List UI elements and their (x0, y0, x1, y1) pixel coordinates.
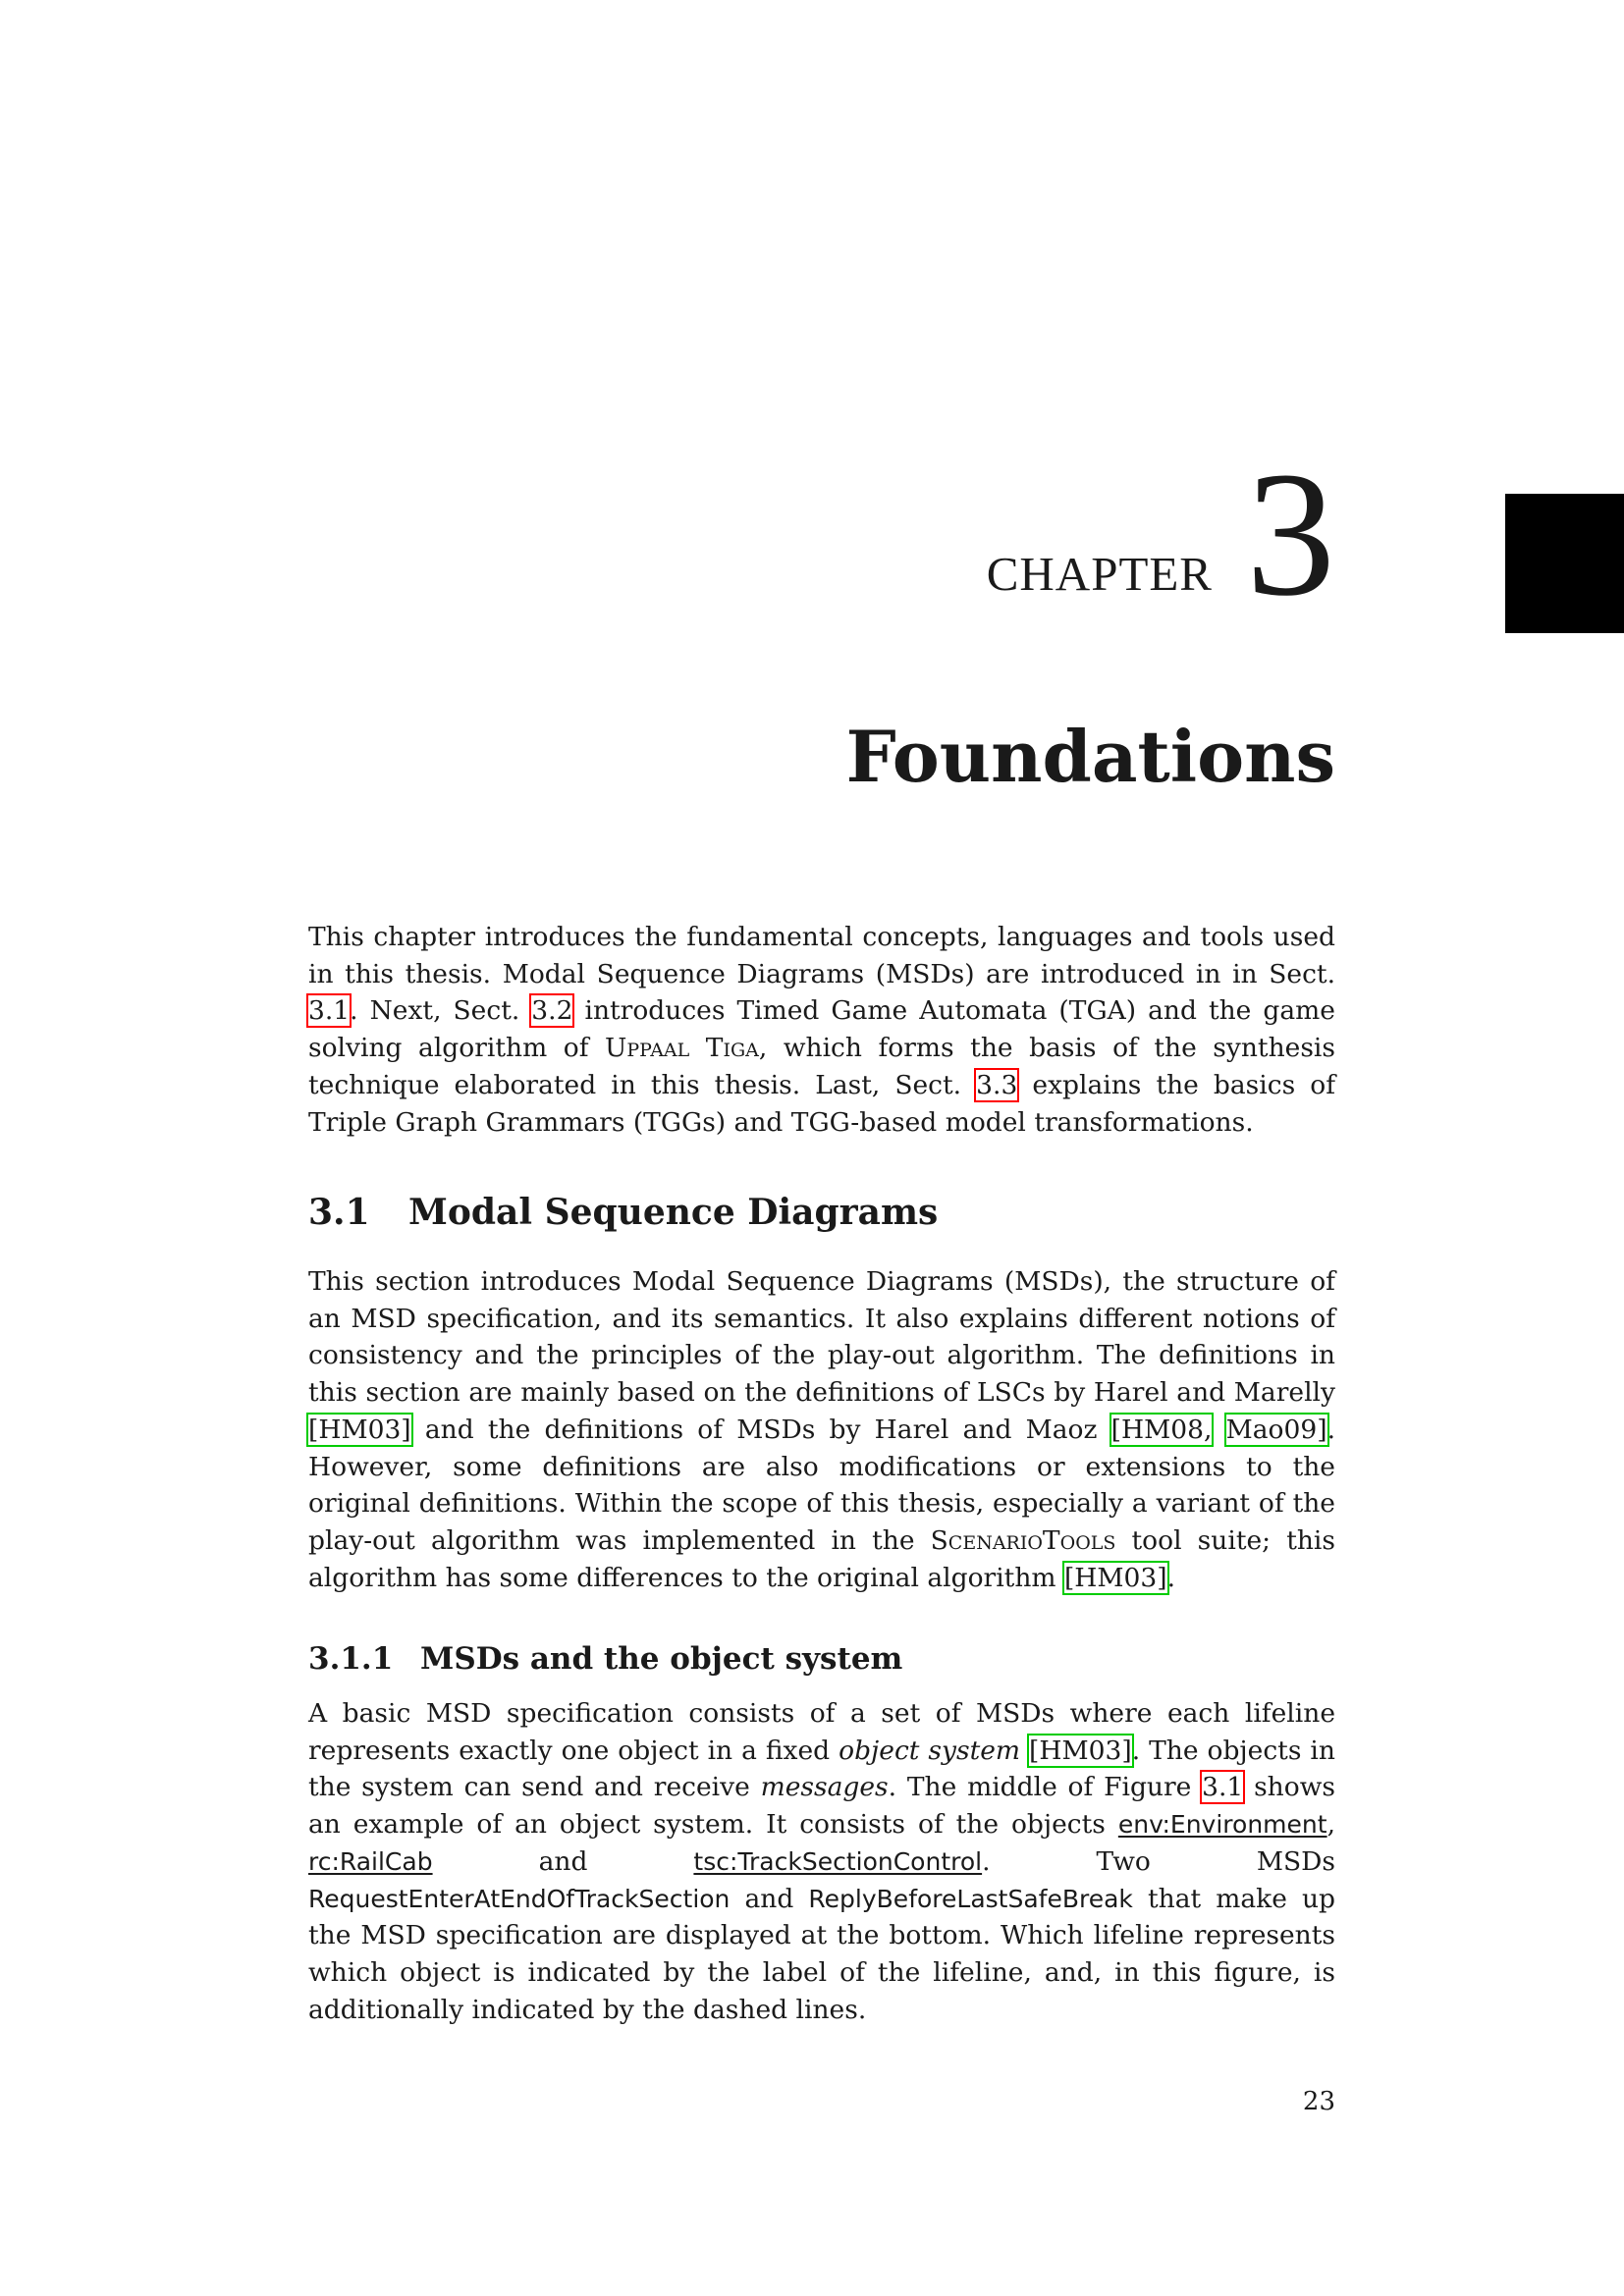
tool-name-scenariotools: ScenarioTools (930, 1524, 1116, 1556)
page-number: 23 (1302, 2087, 1335, 2116)
citation-hm03[interactable]: [HM03] (1063, 1562, 1167, 1593)
tool-name-uppaal-tiga: Uppaal Tiga (605, 1033, 759, 1064)
citation-hm08[interactable]: [HM08, (1110, 1414, 1213, 1445)
object-env-environment: env:Environment (1117, 1810, 1327, 1840)
term-messages: messages (760, 1772, 889, 1803)
object-tsc-tracksectioncontrol: tsc:TrackSectionControl (693, 1846, 983, 1876)
term-object-system: object system (839, 1735, 1021, 1766)
s311-text-6: and (538, 1845, 588, 1877)
chapter-title: Foundations (845, 715, 1335, 798)
object-rc-railcab: rc:RailCab (308, 1846, 433, 1876)
intro-text-5: explains the basics of Triple Graph Grammars (TGGs) and TGG-based model transformations. (308, 1069, 1335, 1138)
chapter-label: CHAPTER (986, 547, 1213, 602)
s31-text-2: and the definitions of MSDs by Harel and Maoz (424, 1414, 1098, 1445)
chapter-thumb-tab (1505, 494, 1624, 633)
section-ref-3-3[interactable]: 3.3 (976, 1069, 1018, 1100)
s311-text-3: . The middle of Figure (888, 1772, 1192, 1803)
section-ref-3-1[interactable]: 3.1 (308, 995, 351, 1027)
s311-text-9: that make up the MSD specification are displayed at the bottom. Which lifeline represents which object is indicated by the label of the lifeline, and, in this figure, is additionally indicated by the dashed lines. (308, 1883, 1335, 2025)
section-3-1-1-paragraph (308, 1695, 1335, 2028)
s31-text-5: . (1166, 1562, 1176, 1593)
s311-text-7: . Two MSDs (982, 1845, 1335, 1877)
s311-text-4: shows an example of an object system. It consists of the objects (308, 1772, 1335, 1841)
chapter-number: 3 (1246, 436, 1335, 633)
section-title: Modal Sequence Diagrams (408, 1192, 939, 1233)
intro-text-4: , which forms the basis of the synthesis technique elaborated in this thesis. Last, Sect. (308, 1033, 1335, 1100)
subsection-title: MSDs and the object system (420, 1641, 903, 1677)
s31-text-4: tool suite; this algorithm has some differences to the original algorithm (308, 1524, 1335, 1593)
s311-text-5: , (1326, 1809, 1335, 1841)
msd-name-reply: ReplyBeforeLastSafeBreak (808, 1884, 1133, 1913)
chapter-heading (986, 436, 1335, 633)
intro-text-1: This chapter introduces the fundamental concepts, languages and tools used in this thesis. Modal Sequence Diagrams (MSDs) are introduced in in Sect. (308, 922, 1335, 989)
citation-hm03[interactable]: [HM03] (1029, 1735, 1132, 1766)
figure-ref-3-1[interactable]: 3.1 (1202, 1772, 1244, 1803)
section-number: 3.1 (308, 1192, 370, 1233)
subsection-number: 3.1.1 (308, 1641, 394, 1677)
intro-text-3: introduces Timed Game Automata (TGA) and the game solving algorithm of (308, 995, 1335, 1064)
intro-text-2: . Next, Sect. (350, 995, 520, 1027)
s31-text-1: This section introduces Modal Sequence Diagrams (MSDs), the structure of an MSD specification, and its semantics. It also explains different notions of consistency and the principles of the play-out algorithm. The definitions in this section are mainly based on the definitions of LSCs by Harel and Marelly (308, 1266, 1335, 1409)
section-heading-3-1 (308, 1191, 938, 1234)
subsection-heading-3-1-1 (308, 1639, 902, 1679)
citation-hm03[interactable]: [HM03] (308, 1414, 411, 1445)
citation-mao09[interactable]: Mao09] (1225, 1414, 1327, 1445)
s311-text-2: . The objects in the system can send and receive (308, 1735, 1335, 1803)
intro-paragraph (308, 919, 1335, 1141)
msd-name-request: RequestEnterAtEndOfTrackSection (308, 1884, 731, 1913)
s311-text-1: A basic MSD specification consists of a set of MSDs where each lifeline represents exactly one object in a fixed (308, 1698, 1335, 1766)
section-3-1-paragraph (308, 1263, 1335, 1596)
section-ref-3-2[interactable]: 3.2 (531, 995, 573, 1027)
s311-text-8: and (744, 1883, 794, 1914)
s31-text-3: . However, some definitions are also modifications or extensions to the original definitions. Within the scope of this thesis, especially a variant of the play-out algorithm was implemented in the (308, 1414, 1335, 1556)
